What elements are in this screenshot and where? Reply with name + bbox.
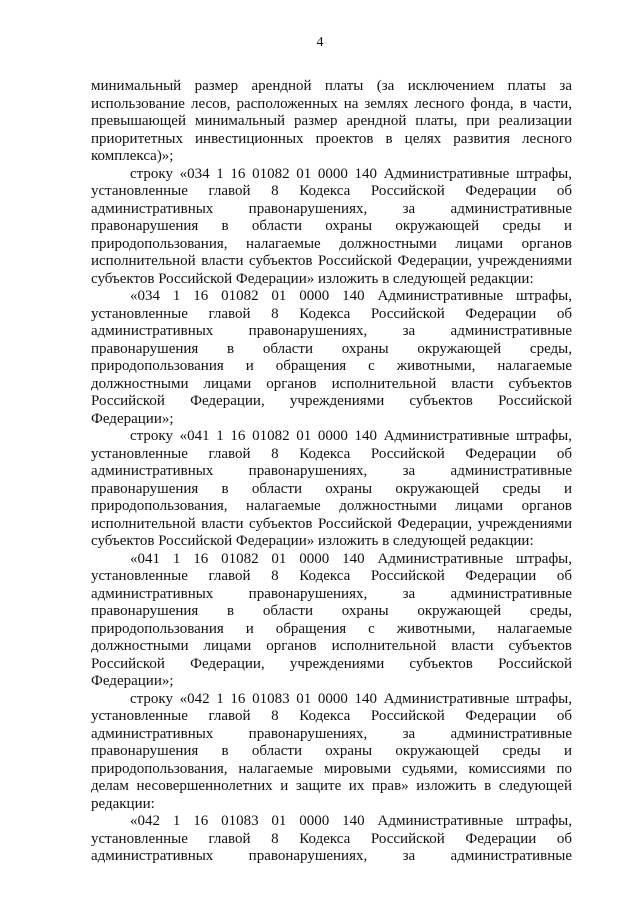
text-line: установленные главой 8 Кодекса Российской Федерации об <box>91 830 572 847</box>
text-line: установленные главой 8 Кодекса Российской Федерации об <box>91 445 572 462</box>
text-line: правонарушения в области охраны окружающей среды и <box>91 218 572 234</box>
text-line: комплекса)»; <box>91 148 174 164</box>
text-line: субъектов Российской Федерации» изложить в следующей редакции: <box>91 533 534 549</box>
text-line: Российской Федерации, учреждениями субъектов Российской <box>91 655 572 672</box>
text-line: исполнительной власти субъектов Российской Федерации, учреждениями <box>91 253 572 269</box>
text-line: административных правонарушениях, за административные <box>91 725 572 742</box>
text-line: Федерации»; <box>91 673 174 689</box>
text-line: правонарушения в области охраны окружающей среды и <box>91 743 572 759</box>
paragraph <box>91 551 572 691</box>
text-line: исполнительной власти субъектов Российской Федерации, учреждениями <box>91 515 572 532</box>
text-line: делам несовершеннолетних и защите их прав» изложить в следующей <box>91 778 572 794</box>
text-line: строку «042 1 16 01083 01 0000 140 Административные штрафы, <box>130 690 572 707</box>
text-line: Российской Федерации, учреждениями субъектов Российской <box>91 393 572 409</box>
text-line: редакции: <box>91 795 155 812</box>
text-line: установленные главой 8 Кодекса Российской Федерации об <box>91 305 572 322</box>
paragraph <box>91 428 572 551</box>
text-line: правонарушения в области охраны окружающей среды, <box>91 603 572 619</box>
paragraph <box>91 288 572 428</box>
text-line: установленные главой 8 Кодекса Российской Федерации об <box>91 568 572 584</box>
text-line: правонарушения в области охраны окружающей среды и <box>91 480 572 497</box>
text-line: административных правонарушениях, за административные <box>91 463 572 479</box>
paragraph <box>91 691 572 814</box>
text-line: природопользования и обращения с животными, налагаемые <box>91 358 572 374</box>
text-line: правонарушения в области охраны окружающей среды, <box>91 340 572 357</box>
text-line: приоритетных инвестиционных проектов в целях развития лесного <box>91 130 572 147</box>
paragraph <box>91 813 572 866</box>
text-line: природопользования, налагаемые должностными лицами органов <box>91 235 572 252</box>
text-line: превышающей минимальный размер арендной платы, при реализации <box>91 113 572 129</box>
text-line: субъектов Российской Федерации» изложить в следующей редакции: <box>91 270 534 287</box>
text-line: строку «041 1 16 01082 01 0000 140 Административные штрафы, <box>130 428 572 444</box>
text-line: административных правонарушениях, за административные <box>91 200 572 217</box>
text-line: административных правонарушениях, за административные <box>91 585 572 602</box>
text-line: строку «034 1 16 01082 01 0000 140 Административные штрафы, <box>130 165 572 182</box>
paragraph <box>91 166 572 289</box>
text-line: использование лесов, расположенных на землях лесного фонда, в части, <box>91 95 572 112</box>
paragraph <box>91 78 572 166</box>
text-line: должностными лицами органов исполнительной власти субъектов <box>91 638 572 654</box>
text-line: административных правонарушениях, за административные <box>91 323 572 339</box>
text-line: «041 1 16 01082 01 0000 140 Административные штрафы, <box>130 550 572 567</box>
text-line: природопользования, налагаемые мировыми судьями, комиссиями по <box>91 760 572 777</box>
text-line: установленные главой 8 Кодекса Российской Федерации об <box>91 183 572 199</box>
text-line: природопользования и обращения с животными, налагаемые <box>91 620 572 637</box>
page-number: 4 <box>316 35 324 50</box>
text-line: «034 1 16 01082 01 0000 140 Административные штрафы, <box>130 288 572 304</box>
text-line: установленные главой 8 Кодекса Российской Федерации об <box>91 708 572 724</box>
text-line: должностными лицами органов исполнительной власти субъектов <box>91 375 572 392</box>
text-line: минимальный размер арендной платы (за исключением платы за <box>91 78 572 94</box>
document-body <box>91 78 572 866</box>
text-line: природопользования, налагаемые должностными лицами органов <box>91 498 572 514</box>
text-line: административных правонарушениях, за административные <box>91 848 572 864</box>
text-line: Федерации»; <box>91 410 174 427</box>
text-line: «042 1 16 01083 01 0000 140 Административные штрафы, <box>130 813 572 829</box>
